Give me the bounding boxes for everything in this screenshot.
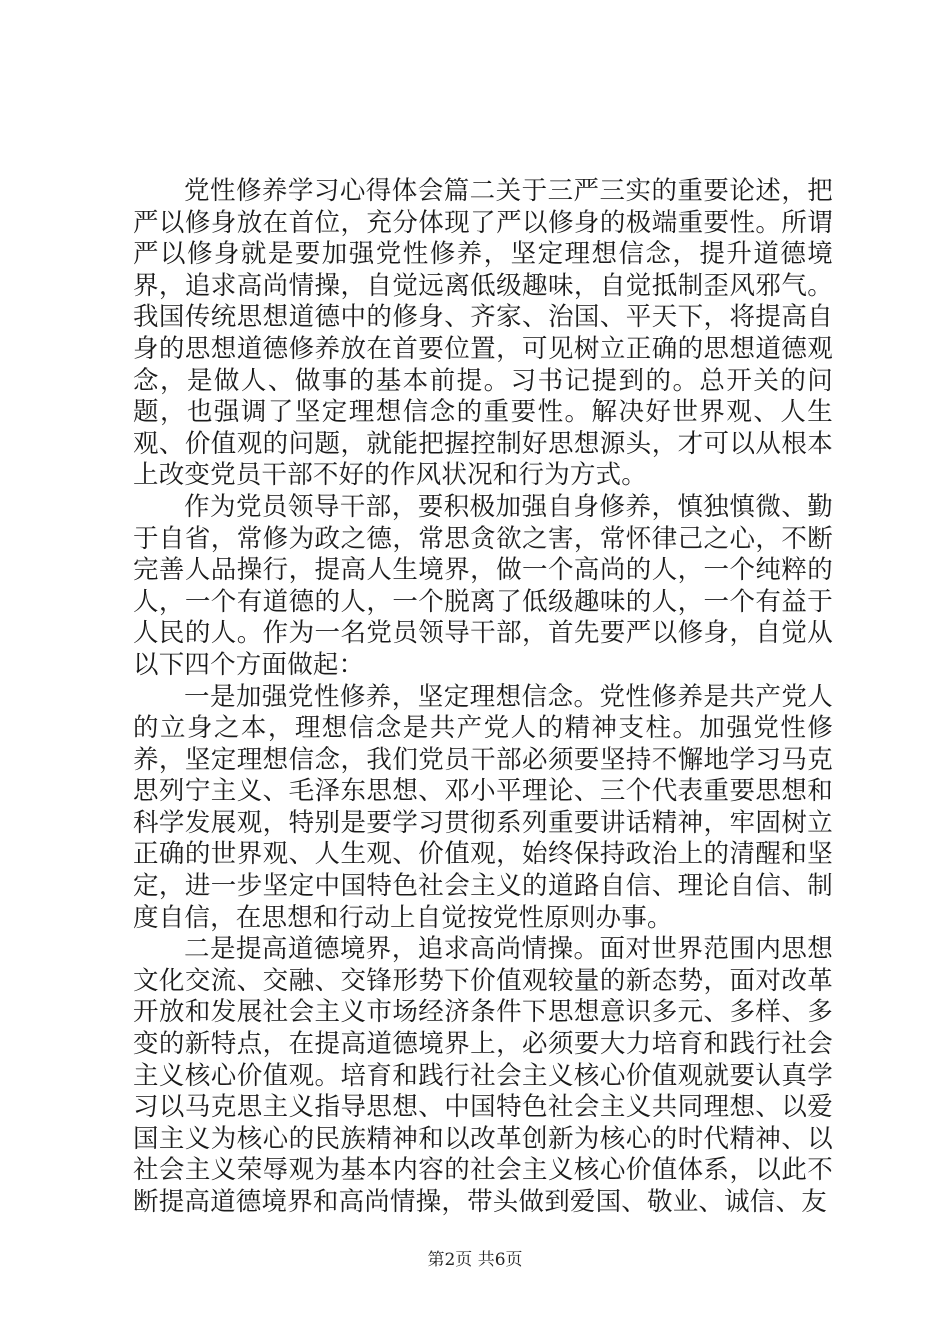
paragraph-1: 党性修养学习心得体会篇二关于三严三实的重要论述，把严以修身放在首位，充分体现了严以修身的极端重要性。所谓严以修身就是要加强党性修养，坚定理想信念，提升道德境界，追求高尚情操，自觉远离低级趣味，自觉抵制歪风邪气。我国传统思想道德中的修身、齐家、治国、平天下，将提高自身的思想道德修养放在首要位置，可见树立正确的思想道德观念，是做人、做事的基本前提。习书记提到的。总开关的问题，也强调了坚定理想信念的重要性。解决好世界观、人生观、价值观的问题，就能把握控制好思想源头，才可以从根本上改变党员干部不好的作风状况和行为方式。 <box>133 176 833 491</box>
body-text <box>133 176 833 1219</box>
paragraph-2: 作为党员领导干部，要积极加强自身修养，慎独慎微、勤于自省，常修为政之德，常思贪欲之害，常怀律己之心，不断完善人品操行，提高人生境界，做一个高尚的人，一个纯粹的人，一个有道德的人，一个脱离了低级趣味的人，一个有益于人民的人。作为一名党员领导干部，首先要严以修身，自觉从以下四个方面做起： <box>133 491 833 680</box>
paragraph-4: 二是提高道德境界，追求高尚情操。面对世界范围内思想文化交流、交融、交锋形势下价值观较量的新态势，面对改革开放和发展社会主义市场经济条件下思想意识多元、多样、多变的新特点，在提高道德境界上，必须要大力培育和践行社会主义核心价值观。培育和践行社会主义核心价值观就要认真学习以马克思主义指导思想、中国特色社会主义共同理想、以爱国主义为核心的民族精神和以改革创新为核心的时代精神、以社会主义荣辱观为基本内容的社会主义核心价值体系，以此不断提高道德境界和高尚情操，带头做到爱国、敬业、诚信、友 <box>133 934 833 1217</box>
page-number-footer: 第2页 共6页 <box>427 1250 523 1270</box>
paragraph-3: 一是加强党性修养，坚定理想信念。党性修养是共产党人的立身之本，理想信念是共产党人的精神支柱。加强党性修养，坚定理想信念，我们党员干部必须要坚持不懈地学习马克思列宁主义、毛泽东思想、邓小平理论、三个代表重要思想和科学发展观，特别是要学习贯彻系列重要讲话精神，牢固树立正确的世界观、人生观、价值观，始终保持政治上的清醒和坚定，进一步坚定中国特色社会主义的道路自信、理论自信、制度自信，在思想和行动上自觉按党性原则办事。 <box>133 681 833 933</box>
